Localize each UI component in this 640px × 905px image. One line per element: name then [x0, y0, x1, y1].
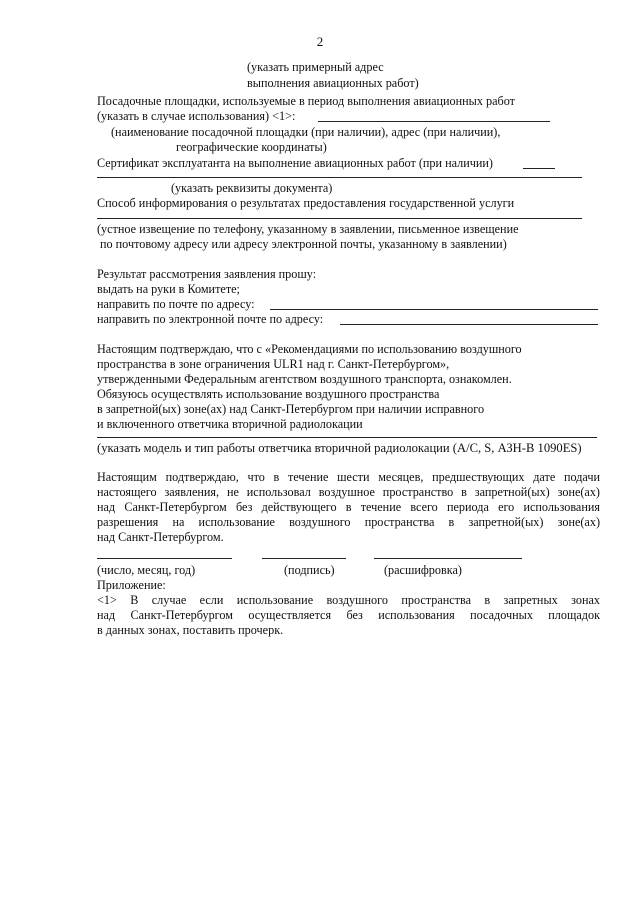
appendix-line: над Санкт-Петербургом осуществляется без использования посадочных площадок — [97, 608, 600, 622]
landing-sites-label-2: (указать в случае использования) <1>: — [97, 109, 296, 123]
confirm1-line: утвержденными Федеральным агентством воздушного транспорта, ознакомлен. — [97, 372, 512, 386]
inform-method-hint-2: по почтовому адресу или адресу электронной почты, указанному в заявлении) — [100, 237, 507, 251]
confirm1-line: Обязуюсь осуществлять использование воздушного пространства — [97, 387, 440, 401]
inform-method-field[interactable] — [97, 218, 582, 219]
result-option-post: направить по почте по адресу: — [97, 297, 255, 311]
address-hint-line1: (указать примерный адрес — [247, 60, 384, 74]
address-hint-line2: выполнения авиационных работ) — [247, 76, 419, 90]
confirm1-line: Настоящим подтверждаю, что с «Рекомендациями по использованию воздушного — [97, 342, 522, 356]
confirm2-line: разрешения на использование воздушного пространства в запретной(ых) зоне(ах) — [97, 515, 600, 529]
page-number: 2 — [316, 34, 324, 49]
transponder-field[interactable] — [97, 437, 597, 438]
decode-label: (расшифровка) — [384, 563, 462, 577]
signature-label: (подпись) — [284, 563, 335, 577]
landing-sites-label: Посадочные площадки, используемые в период выполнения авиационных работ — [97, 94, 515, 108]
date-label: (число, месяц, год) — [97, 563, 196, 577]
certificate-label: Сертификат эксплуатанта на выполнение авиационных работ (при наличии) — [97, 156, 493, 170]
confirm2-line: настоящего заявления, не использовал воздушное пространство в запретной(ых) зоне(ах) — [97, 485, 600, 499]
appendix-line: <1> В случае если использование воздушного пространства в запретных зонах — [97, 593, 600, 607]
transponder-hint: (указать модель и тип работы ответчика вторичной радиолокации (А/С, S, АЗН-В 1090ES) — [97, 441, 582, 455]
post-address-field[interactable] — [270, 309, 598, 310]
confirm2-line: Настоящим подтверждаю, что в течение шести месяцев, предшествующих дате подачи — [97, 470, 600, 484]
appendix-line: в данных зонах, поставить прочерк. — [97, 623, 284, 637]
landing-sites-hint-1: (наименование посадочной площадки (при наличии), адрес (при наличии), — [111, 125, 501, 139]
appendix-title: Приложение: — [97, 578, 166, 592]
decode-field[interactable] — [374, 558, 522, 559]
result-intro: Результат рассмотрения заявления прошу: — [97, 267, 317, 281]
inform-method-hint-1: (устное извещение по телефону, указанному в заявлении, письменное извещение — [97, 222, 519, 236]
certificate-field[interactable] — [97, 177, 582, 178]
result-option-email: направить по электронной почте по адресу: — [97, 312, 324, 326]
email-address-field[interactable] — [340, 324, 598, 325]
result-option-hand: выдать на руки в Комитете; — [97, 282, 240, 296]
confirm1-line: пространства в зоне ограничения ULR1 над г. Санкт-Петербургом», — [97, 357, 450, 371]
confirm2-line: над Санкт-Петербургом. — [97, 530, 224, 544]
confirm1-line: и включенного ответчика вторичной радиолокации — [97, 417, 363, 431]
signature-field[interactable] — [262, 558, 346, 559]
certificate-hint: (указать реквизиты документа) — [171, 181, 333, 195]
confirm2-line: над Санкт-Петербургом без действующего в течение всего периода его использования — [97, 500, 600, 514]
inform-method-label: Способ информирования о результатах предоставления государственной услуги — [97, 196, 515, 210]
landing-sites-field[interactable] — [318, 121, 550, 122]
confirm1-line: в запретной(ых) зоне(ах) над Санкт-Петербургом при наличии исправного — [97, 402, 485, 416]
certificate-field-short[interactable] — [523, 168, 555, 169]
date-field[interactable] — [97, 558, 232, 559]
landing-sites-hint-2: географические координаты) — [176, 140, 327, 154]
